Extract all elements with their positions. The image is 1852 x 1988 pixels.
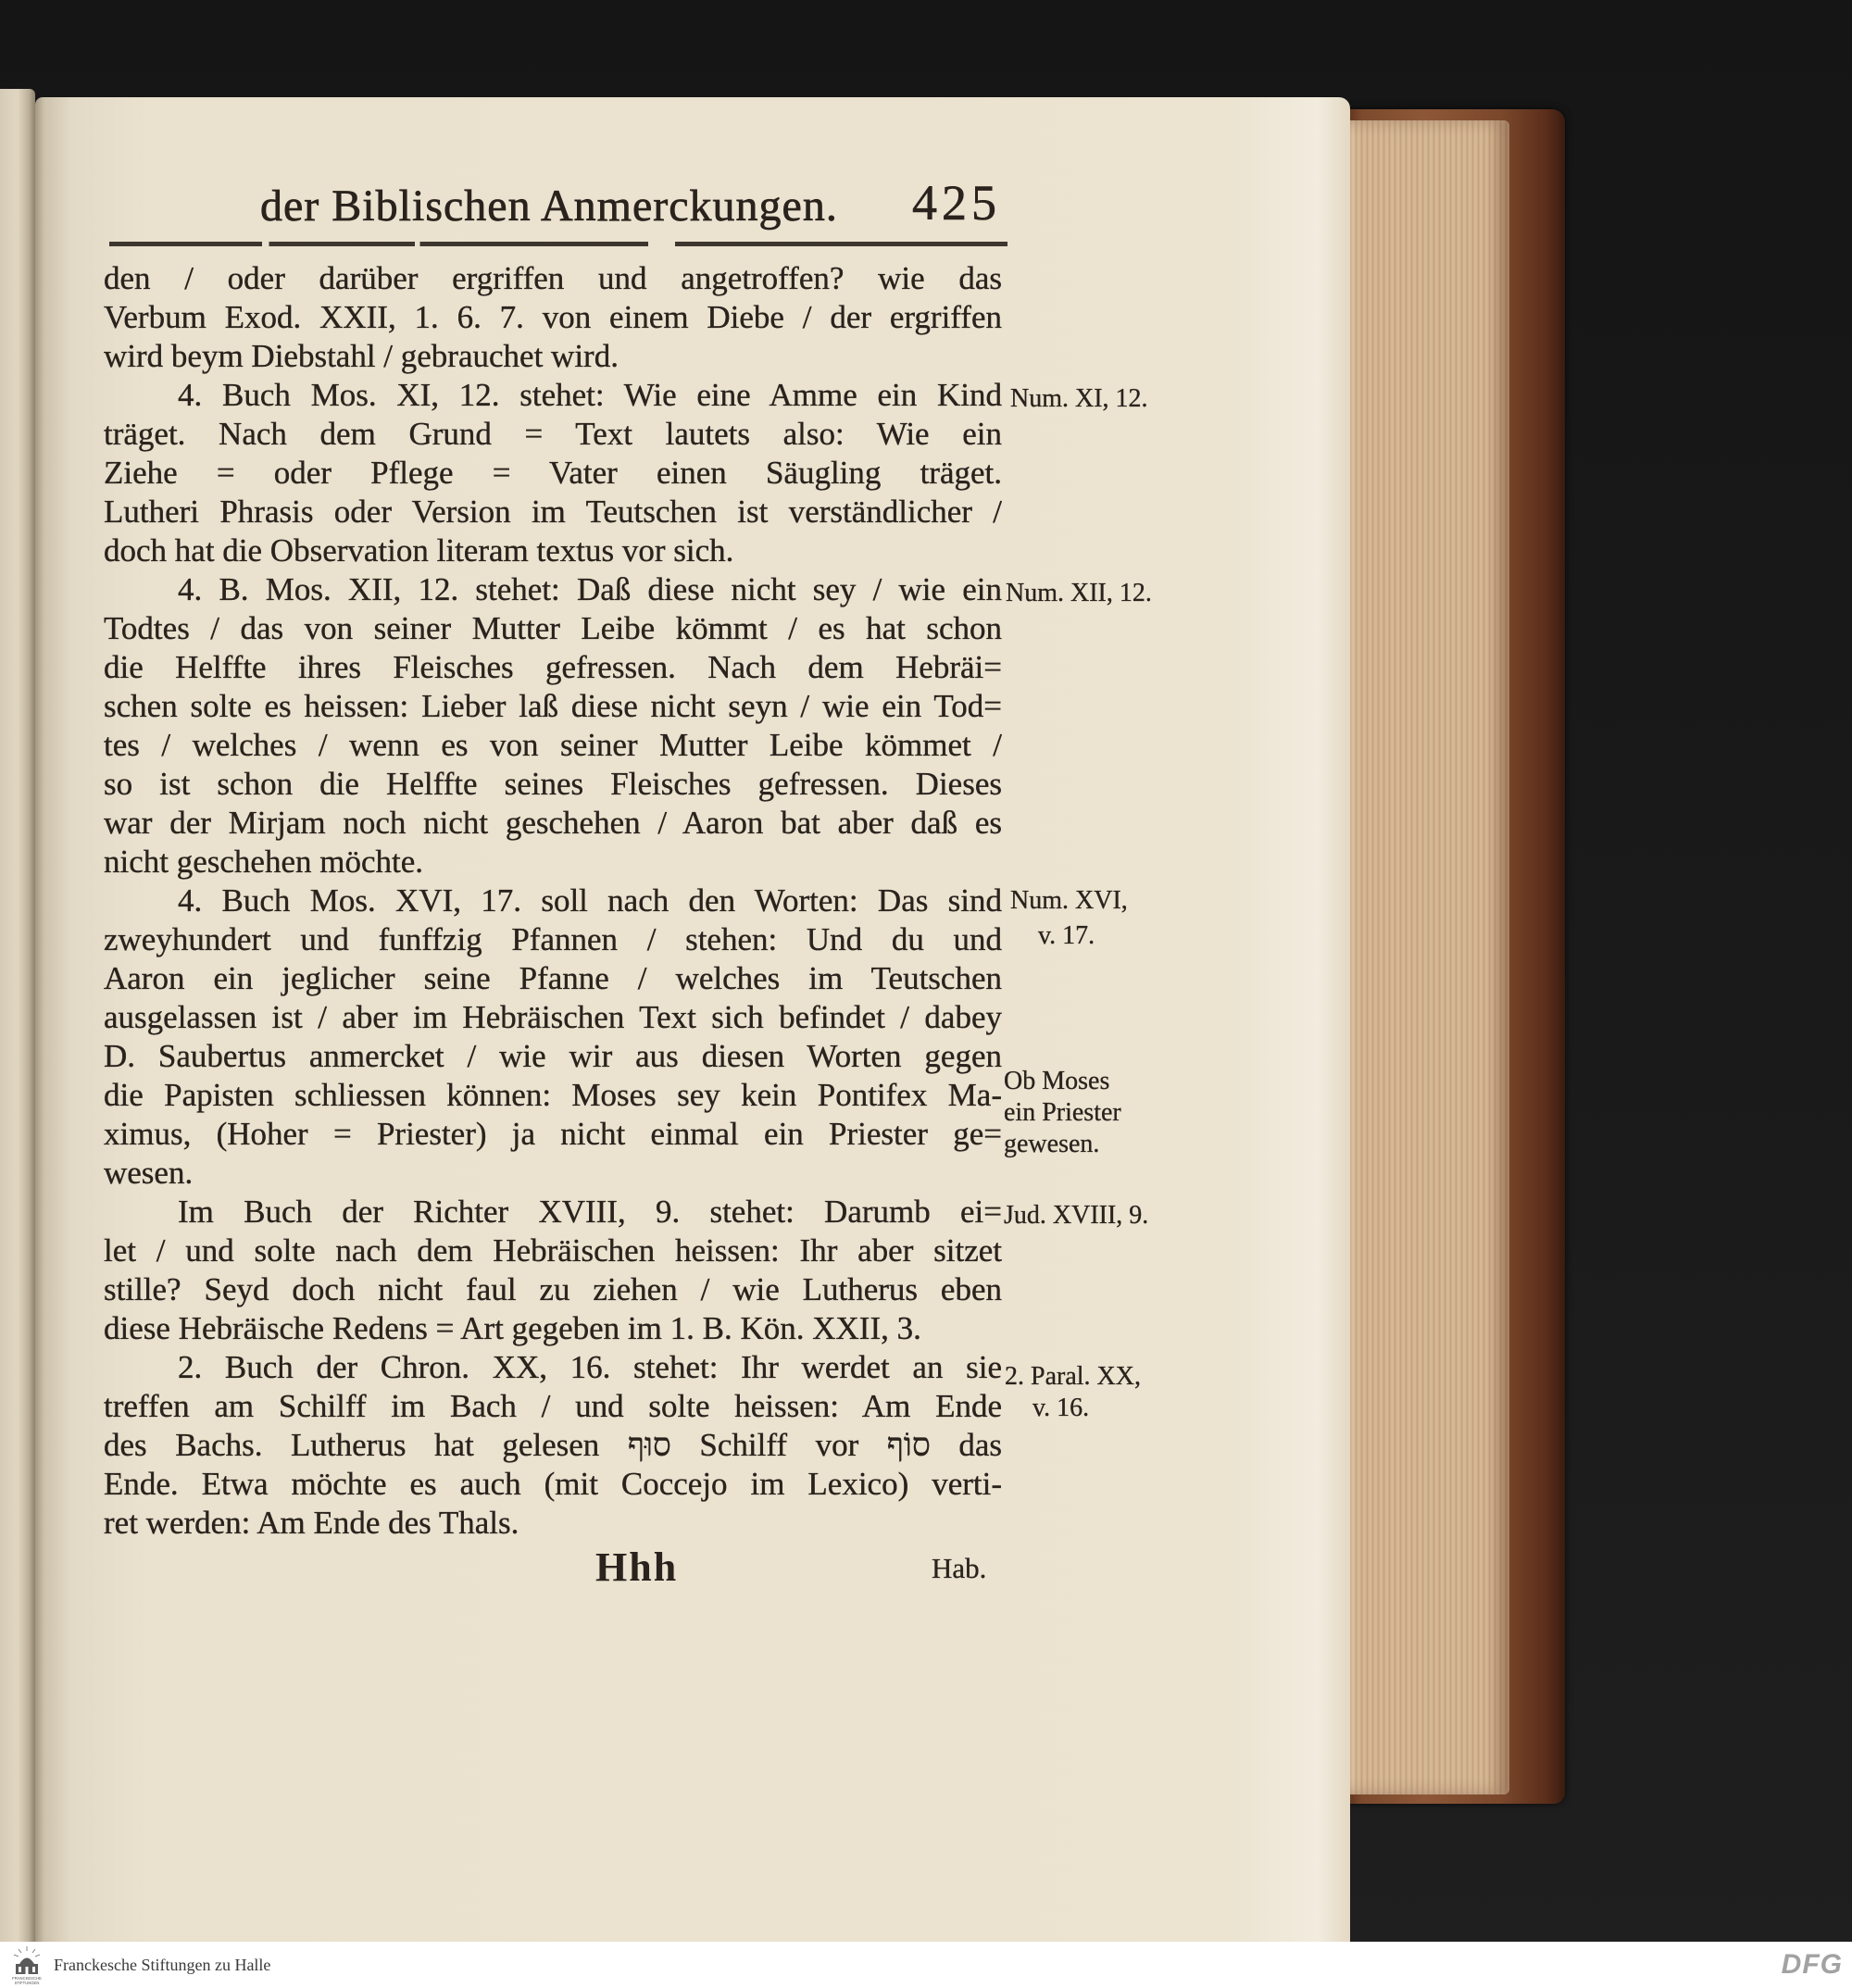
text-line: die Papisten schliessen können: Moses sey kein Pontifex Ma-	[104, 1077, 1002, 1113]
page-fore-edge	[1341, 120, 1509, 1794]
text-line: wird beym Diebstahl / gebrauchet wird.	[104, 338, 619, 374]
marginal-note-line: 2. Paral. XX,	[1005, 1362, 1141, 1391]
marginal-note-line: Num. XI, 12.	[1010, 384, 1148, 413]
logo-lettering: STIFTUNGEN	[14, 1981, 40, 1985]
viewer-footer-bar	[0, 1942, 1852, 1988]
institution-logo-icon[interactable]	[6, 1944, 48, 1986]
signature-mark: Hhh	[595, 1544, 679, 1590]
marginal-note-num-xi	[1010, 380, 1148, 419]
text-line: treffen am Schilff im Bach / und solte heissen: Am Ende	[104, 1388, 1002, 1424]
text-line: nicht geschehen möchte.	[104, 844, 424, 880]
text-line: tes / welches / wenn es von seiner Mutter Leibe kömmet /	[104, 727, 1002, 763]
marginal-note-jud-xviii	[1004, 1196, 1148, 1235]
logo-lettering: FRANCKESCHE	[12, 1976, 42, 1981]
marginal-note-line: ein Priester	[1004, 1098, 1121, 1127]
institution-name[interactable]: Franckesche Stiftungen zu Halle	[54, 1956, 271, 1974]
book-page	[35, 97, 1350, 1942]
text-line: Lutheri Phrasis oder Version im Teutschen ist verständlicher /	[104, 494, 1002, 530]
marginal-note-num-xii	[1006, 574, 1152, 613]
text-line: doch hat die Observation literam textus vor sich.	[104, 532, 734, 569]
marginal-note-line: v. 17.	[1038, 921, 1095, 950]
marginal-note-num-xvi	[1010, 883, 1128, 954]
text-line: 2. Buch der Chron. XX, 16. stehet: Ihr werdet an sie	[178, 1349, 1002, 1385]
text-line: schen solte es heissen: Lieber laß diese nicht seyn / wie ein Tod=	[104, 688, 1002, 724]
marginal-note-paral-xx	[1005, 1361, 1141, 1424]
text-line: Im Buch der Richter XVIII, 9. stehet: Darumb ei=	[178, 1194, 1002, 1230]
text-line: diese Hebräische Redens = Art gegeben im 1. B. Kön. XXII, 3.	[104, 1310, 921, 1346]
text-line: Todtes / das von seiner Mutter Leibe kömmt / es hat schon	[104, 610, 1002, 646]
text-line: 4. Buch Mos. XI, 12. stehet: Wie eine Amme ein Kind	[178, 377, 1002, 413]
marginal-note-line: gewesen.	[1004, 1130, 1100, 1158]
text-line: zweyhundert und funffzig Pfannen / stehen: Und du und	[104, 921, 1002, 957]
catchword: Hab.	[932, 1552, 987, 1584]
text-line: die Helffte ihres Fleisches gefressen. Nach dem Hebräi=	[104, 649, 1002, 685]
text-line: war der Mirjam noch nicht geschehen / Aaron bat aber daß es	[104, 805, 1002, 841]
text-line: so ist schon die Helffte seines Fleisches gefressen. Dieses	[104, 766, 1002, 802]
text-line: 4. B. Mos. XII, 12. stehet: Daß diese nicht sey / wie ein	[178, 571, 1002, 607]
text-line: Aaron ein jeglicher seine Pfanne / welches im Teutschen	[104, 960, 1002, 996]
text-line: D. Saubertus anmercket / wie wir aus diesen Worten gegen	[104, 1038, 1002, 1074]
text-line: Ende. Etwa möchte es auch (mit Coccejo im Lexico) verti-	[104, 1466, 1002, 1502]
left-page-edge	[0, 89, 35, 1942]
funder-logo[interactable]: DFG	[1781, 1949, 1843, 1980]
text-line: 4. Buch Mos. XVI, 17. soll nach den Worten: Das sind	[178, 882, 1002, 919]
body-text	[104, 259, 1002, 1543]
marginal-note-line: Ob Moses	[1004, 1067, 1110, 1095]
text-line: ret werden: Am Ende des Thals.	[104, 1505, 519, 1541]
text-line: Verbum Exod. XXII, 1. 6. 7. von einem Diebe / der ergriffen	[104, 299, 1002, 335]
marginal-note-line: Num. XII, 12.	[1006, 579, 1152, 607]
marginal-note-line: Jud. XVIII, 9.	[1004, 1201, 1149, 1230]
marginal-note-line: v. 16.	[1032, 1394, 1090, 1422]
text-line: des Bachs. Lutherus hat gelesen סוּף Schilff vor סוֹף das	[104, 1427, 1002, 1463]
text-line: den / oder darüber ergriffen und angetroffen? wie das	[104, 260, 1002, 296]
marginal-note-line: Num. XVI,	[1010, 886, 1128, 915]
text-line: let / und solte nach dem Hebräischen heissen: Ihr aber sitzet	[104, 1232, 1002, 1269]
text-line: stille? Seyd doch nicht faul zu ziehen / wie Lutherus eben	[104, 1271, 1002, 1307]
page-number: 425	[912, 175, 1001, 231]
text-line: ausgelassen ist / aber im Hebräischen Text sich befindet / dabey	[104, 999, 1002, 1035]
text-line: Ziehe = oder Pflege = Vater einen Säugling träget.	[104, 455, 1002, 491]
text-line: ximus, (Hoher = Priester) ja nicht einmal ein Priester ge=	[104, 1116, 1002, 1152]
running-head: der Biblischen Anmerckungen.	[260, 181, 838, 231]
marginal-note-moses-priest	[1004, 1066, 1121, 1160]
header-rule	[109, 242, 1007, 246]
text-line: wesen.	[104, 1155, 194, 1191]
text-line: träget. Nach dem Grund = Text lautets also: Wie ein	[104, 416, 1002, 452]
